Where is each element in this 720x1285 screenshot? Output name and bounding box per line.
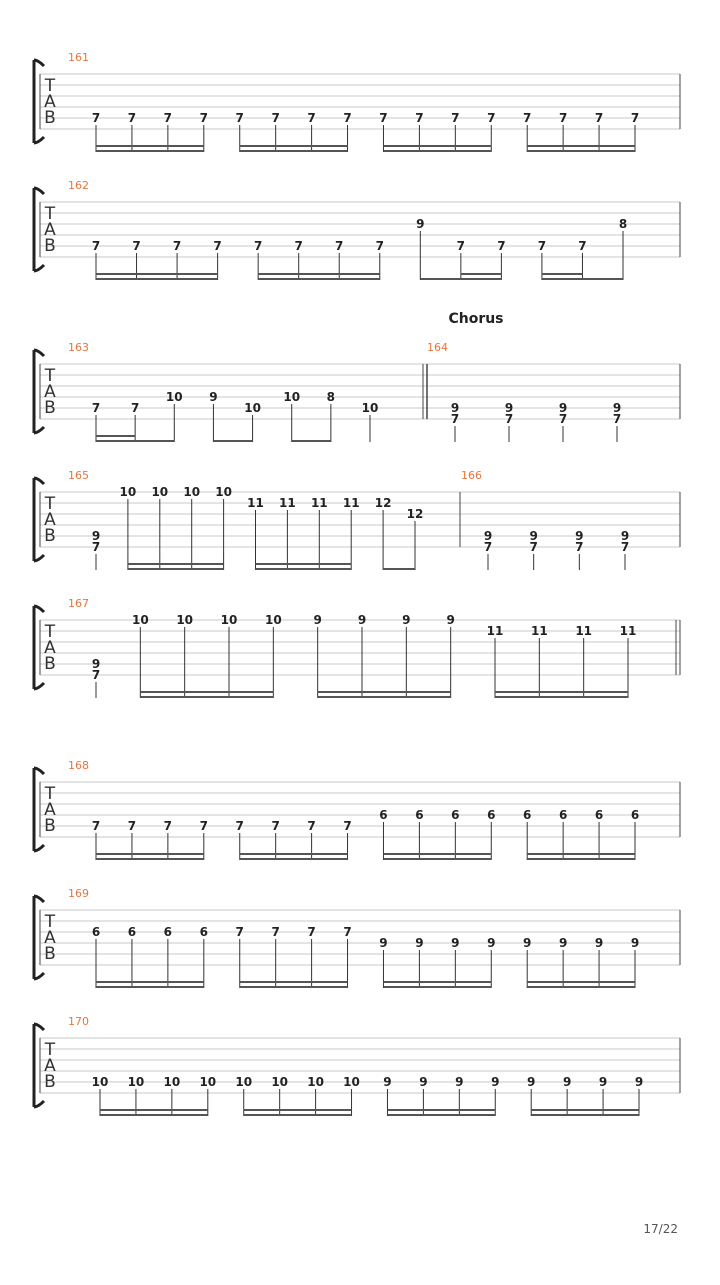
fret-number: 7 — [483, 540, 493, 554]
fret-number: 9 — [379, 936, 388, 950]
fret-number: 9 — [558, 401, 568, 415]
tab-clef-letter: A — [44, 800, 56, 820]
fret-number: 7 — [130, 401, 140, 415]
fret-number: 11 — [310, 496, 328, 510]
fret-number: 7 — [127, 819, 137, 833]
beam — [527, 150, 635, 152]
fret-number: 10 — [127, 1075, 145, 1089]
beam — [258, 278, 380, 280]
fret-number: 9 — [594, 936, 604, 950]
fret-number: 7 — [132, 239, 141, 253]
tab-clef-letter: A — [44, 220, 56, 240]
beam — [387, 1114, 495, 1116]
measure-number: 161 — [68, 51, 89, 64]
fret-number: 9 — [527, 1075, 536, 1089]
fret-number: 6 — [415, 808, 424, 822]
fret-number: 9 — [598, 1075, 608, 1089]
measure-number: 170 — [68, 1015, 89, 1028]
fret-number: 7 — [235, 925, 244, 939]
beam-secondary — [527, 145, 635, 147]
fret-number: 11 — [619, 624, 637, 638]
fret-number: 9 — [529, 529, 538, 543]
fret-number: 7 — [91, 401, 101, 415]
beam-secondary — [383, 145, 491, 147]
fret-number: 9 — [91, 529, 101, 543]
fret-number: 7 — [537, 239, 547, 253]
fret-number: 9 — [416, 217, 425, 231]
fret-number: 9 — [446, 613, 455, 627]
beam — [383, 568, 415, 570]
system-bracket — [34, 478, 44, 561]
beam-secondary — [527, 981, 635, 983]
fret-number: 7 — [307, 925, 316, 939]
fret-number: 9 — [634, 1075, 644, 1089]
fret-number: 9 — [630, 936, 640, 950]
fret-number: 11 — [247, 496, 264, 510]
system-bracket — [34, 768, 44, 851]
measure-number: 164 — [427, 341, 448, 354]
fret-number: 7 — [529, 540, 538, 554]
fret-number: 7 — [630, 111, 640, 125]
beam — [527, 858, 635, 860]
fret-number: 7 — [456, 239, 466, 253]
fret-number: 9 — [313, 613, 322, 627]
fret-number: 7 — [594, 111, 604, 125]
fret-number: 7 — [91, 111, 101, 125]
measure-number: 169 — [68, 887, 89, 900]
beam-secondary — [258, 273, 380, 275]
beam-secondary — [240, 853, 348, 855]
fret-number: 9 — [620, 529, 630, 543]
fret-number: 10 — [307, 1075, 324, 1089]
beam — [240, 986, 348, 988]
fret-number: 7 — [451, 111, 460, 125]
system-bracket — [34, 188, 44, 271]
fret-number: 7 — [379, 111, 388, 125]
beam-secondary — [240, 981, 348, 983]
fret-number: 12 — [406, 507, 424, 521]
fret-number: 9 — [91, 657, 101, 671]
system-bracket — [34, 606, 44, 689]
fret-number: 9 — [483, 529, 493, 543]
fret-number: 7 — [450, 412, 460, 426]
fret-number: 7 — [375, 239, 384, 253]
measure-number: 162 — [68, 179, 89, 192]
fret-number: 8 — [326, 390, 336, 404]
beam-secondary — [387, 1109, 495, 1111]
fret-number: 10 — [183, 485, 201, 499]
fret-number: 6 — [379, 808, 388, 822]
fret-number: 10 — [163, 1075, 181, 1089]
fret-number: 7 — [558, 412, 568, 426]
fret-number: 7 — [91, 668, 101, 682]
measure-number: 167 — [68, 597, 89, 610]
fret-number: 7 — [235, 111, 244, 125]
beam-secondary — [531, 1109, 639, 1111]
beam — [140, 696, 273, 698]
beam — [542, 278, 623, 280]
fret-number: 7 — [235, 819, 244, 833]
fret-number: 9 — [523, 936, 532, 950]
fret-number: 9 — [419, 1075, 428, 1089]
section-label: Chorus — [448, 311, 504, 327]
page-number: 17/22 — [643, 1222, 678, 1236]
fret-number: 6 — [487, 808, 496, 822]
fret-number: 7 — [294, 239, 303, 253]
fret-number: 7 — [213, 239, 222, 253]
beam — [128, 568, 224, 570]
tab-clef-letter: B — [44, 816, 56, 836]
fret-number: 6 — [451, 808, 460, 822]
fret-number: 7 — [343, 111, 352, 125]
measure-number: 168 — [68, 759, 89, 772]
fret-number: 12 — [374, 496, 392, 510]
tab-clef-letter: A — [44, 382, 56, 402]
fret-number: 7 — [335, 239, 344, 253]
beam — [96, 986, 204, 988]
tab-clef-letter: A — [44, 638, 56, 658]
fret-number: 6 — [163, 925, 173, 939]
fret-number: 9 — [450, 401, 460, 415]
fret-number: 7 — [271, 111, 280, 125]
system-bracket — [34, 1024, 44, 1107]
fret-number: 9 — [209, 390, 218, 404]
fret-number: 7 — [612, 412, 622, 426]
beam-secondary — [461, 273, 502, 275]
beam — [292, 440, 331, 442]
beam — [244, 1114, 352, 1116]
tab-clef-letter: T — [44, 204, 56, 224]
beam-secondary — [96, 853, 204, 855]
beam — [240, 150, 348, 152]
beam — [100, 1114, 208, 1116]
tab-clef-letter: T — [44, 912, 56, 932]
fret-number: 7 — [199, 111, 208, 125]
beam — [96, 440, 174, 442]
fret-number: 10 — [271, 1075, 289, 1089]
fret-number: 7 — [127, 111, 137, 125]
fret-number: 8 — [618, 217, 628, 231]
tab-clef-letter: A — [44, 928, 56, 948]
beam-secondary — [100, 1109, 208, 1111]
fret-number: 10 — [165, 390, 183, 404]
tab-clef-letter: T — [44, 76, 56, 96]
tab-clef-letter: T — [44, 784, 56, 804]
fret-number: 7 — [343, 819, 352, 833]
fret-number: 10 — [119, 485, 137, 499]
beam — [383, 986, 491, 988]
tab-clef-letter: T — [44, 366, 56, 386]
fret-number: 7 — [578, 239, 587, 253]
fret-number: 7 — [307, 111, 316, 125]
tab-clef-letter: B — [44, 944, 56, 964]
fret-number: 9 — [491, 1075, 500, 1089]
tab-clef-letter: B — [44, 108, 56, 128]
tab-clef-letter: B — [44, 236, 56, 256]
tab-clef-letter: B — [44, 526, 56, 546]
fret-number: 11 — [342, 496, 360, 510]
fret-number: 10 — [264, 613, 282, 627]
beam-secondary — [527, 853, 635, 855]
fret-number: 7 — [91, 819, 101, 833]
measure-number: 163 — [68, 341, 89, 354]
fret-number: 9 — [612, 401, 622, 415]
fret-number: 10 — [176, 613, 194, 627]
system-bracket — [34, 896, 44, 979]
fret-number: 11 — [575, 624, 593, 638]
fret-number: 9 — [451, 936, 460, 950]
beam — [383, 858, 491, 860]
beam — [420, 278, 501, 280]
fret-number: 9 — [383, 1075, 392, 1089]
fret-number: 11 — [486, 624, 504, 638]
fret-number: 9 — [558, 936, 568, 950]
fret-number: 7 — [271, 925, 280, 939]
fret-number: 9 — [402, 613, 411, 627]
fret-number: 10 — [151, 485, 169, 499]
beam — [256, 568, 352, 570]
fret-number: 6 — [91, 925, 101, 939]
fret-number: 7 — [307, 819, 316, 833]
beam — [96, 858, 204, 860]
beam — [213, 440, 252, 442]
fret-number: 7 — [415, 111, 424, 125]
fret-number: 10 — [199, 1075, 217, 1089]
fret-number: 11 — [530, 624, 548, 638]
beam — [96, 278, 218, 280]
fret-number: 10 — [343, 1075, 360, 1089]
tab-clef-letter: A — [44, 92, 56, 112]
beam-secondary — [542, 273, 583, 275]
fret-number: 7 — [497, 239, 506, 253]
fret-number: 11 — [279, 496, 296, 510]
tab-clef-letter: T — [44, 494, 56, 514]
beam-secondary — [318, 691, 451, 693]
system-bracket — [34, 350, 44, 433]
fret-number: 10 — [244, 401, 261, 415]
beam — [318, 696, 451, 698]
beam-secondary — [96, 145, 204, 147]
fret-number: 7 — [172, 239, 182, 253]
fret-number: 9 — [575, 529, 584, 543]
beam-secondary — [495, 691, 628, 693]
fret-number: 7 — [163, 819, 173, 833]
measure-number: 165 — [68, 469, 89, 482]
fret-number: 6 — [199, 925, 208, 939]
tab-clef-letter: T — [44, 1040, 56, 1060]
beam — [96, 150, 204, 152]
tab-clef-letter: B — [44, 654, 56, 674]
beam — [240, 858, 348, 860]
fret-number: 10 — [215, 485, 232, 499]
fret-number: 7 — [487, 111, 496, 125]
beam — [383, 150, 491, 152]
fret-number: 7 — [504, 412, 514, 426]
tab-clef-letter: A — [44, 1056, 56, 1076]
fret-number: 6 — [523, 808, 532, 822]
beam-secondary — [96, 981, 204, 983]
fret-number: 10 — [283, 390, 301, 404]
fret-number: 9 — [562, 1075, 572, 1089]
fret-number: 6 — [594, 808, 604, 822]
tab-clef-letter: B — [44, 398, 56, 418]
fret-number: 7 — [575, 540, 584, 554]
beam-secondary — [128, 563, 224, 565]
beam — [531, 1114, 639, 1116]
system-bracket — [34, 60, 44, 143]
fret-number: 7 — [271, 819, 280, 833]
fret-number: 7 — [253, 239, 263, 253]
fret-number: 7 — [91, 239, 101, 253]
beam-secondary — [244, 1109, 352, 1111]
fret-number: 10 — [91, 1075, 109, 1089]
beam-secondary — [240, 145, 348, 147]
fret-number: 6 — [127, 925, 137, 939]
beam-secondary — [256, 563, 352, 565]
fret-number: 7 — [343, 925, 352, 939]
fret-number: 7 — [199, 819, 208, 833]
fret-number: 9 — [455, 1075, 464, 1089]
beam-secondary — [96, 273, 218, 275]
fret-number: 7 — [523, 111, 532, 125]
fret-number: 9 — [487, 936, 496, 950]
tab-clef-letter: B — [44, 1072, 56, 1092]
tab-clef-letter: T — [44, 622, 56, 642]
fret-number: 6 — [630, 808, 640, 822]
beam-secondary — [140, 691, 273, 693]
fret-number: 7 — [163, 111, 173, 125]
beam — [527, 986, 635, 988]
fret-number: 10 — [235, 1075, 253, 1089]
fret-number: 9 — [504, 401, 514, 415]
beam-secondary — [96, 435, 135, 437]
measure-number: 166 — [461, 469, 482, 482]
beam-secondary — [383, 853, 491, 855]
beam-secondary — [383, 981, 491, 983]
fret-number: 7 — [91, 540, 101, 554]
fret-number: 10 — [220, 613, 238, 627]
fret-number: 9 — [357, 613, 367, 627]
beam — [495, 696, 628, 698]
fret-number: 9 — [415, 936, 424, 950]
fret-number: 10 — [131, 613, 149, 627]
fret-number: 6 — [558, 808, 568, 822]
tab-clef-letter: A — [44, 510, 56, 530]
fret-number: 7 — [558, 111, 568, 125]
fret-number: 10 — [361, 401, 379, 415]
fret-number: 7 — [620, 540, 630, 554]
